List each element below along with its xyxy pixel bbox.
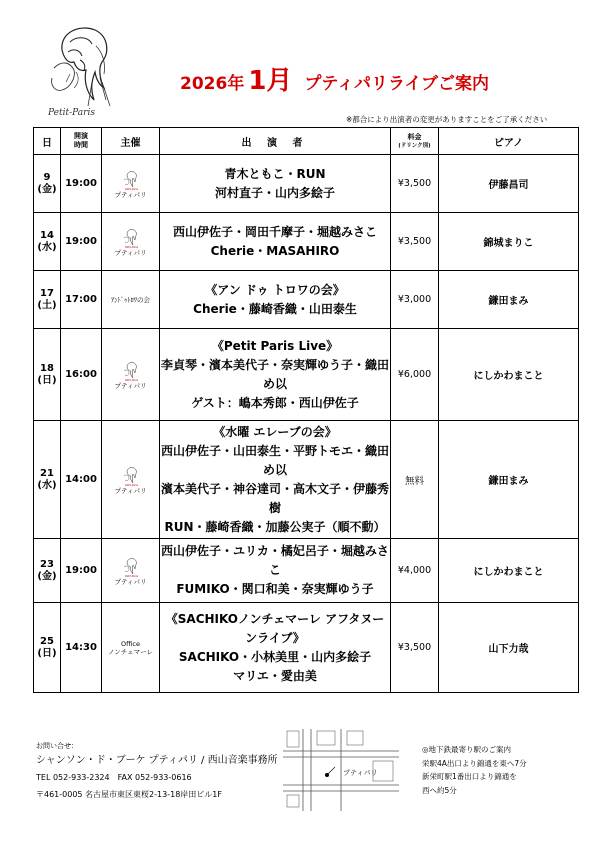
fee: ¥3,500 (391, 155, 439, 213)
performer-line: ゲスト：嶋本秀郎・西山伊佐子 (191, 395, 359, 410)
performer-line: RUN・藤崎香織・加藤公実子（順不動） (164, 519, 386, 534)
pianist: 鎌田まみ (439, 271, 579, 329)
organizer-logo-icon (102, 556, 159, 578)
date-number: 17 (40, 287, 54, 299)
fee: ¥3,500 (391, 603, 439, 693)
start-time: 19:00 (61, 539, 102, 603)
schedule-row (34, 155, 579, 213)
access-info (422, 743, 527, 797)
access-line-2: 新栄町駅1番出口より錦通を (422, 772, 517, 781)
schedule-row (34, 603, 579, 693)
date-cell (34, 421, 61, 539)
weekday: (金) (37, 570, 57, 582)
pianist: 錦城まりこ (439, 213, 579, 271)
inquiry-label: お問い合せ： (36, 742, 78, 750)
weekday: (日) (37, 374, 57, 386)
schedule-row (34, 213, 579, 271)
svg-text:Petit-Paris: Petit-Paris (124, 574, 138, 578)
performers-cell (160, 603, 391, 693)
performer-line: FUMIKO・関口和美・奈実輝ゆう子 (176, 582, 374, 596)
weekday: (土) (37, 299, 57, 311)
organizer-name: ｱﾝﾄﾞｩﾄﾛﾜの会 (111, 295, 150, 304)
svg-text:Petit-Paris: Petit-Paris (48, 108, 95, 118)
fee: ¥4,000 (391, 539, 439, 603)
organizer-name: Office (121, 639, 140, 648)
start-time: 19:00 (61, 213, 102, 271)
performers-cell (160, 329, 391, 421)
schedule-row (34, 421, 579, 539)
svg-text:Petit-Paris: Petit-Paris (124, 483, 138, 487)
performer-line: 濱本美代子・神谷達司・高木文子・伊藤秀樹 (160, 481, 389, 515)
page-title (180, 60, 510, 97)
date-number: 25 (40, 635, 54, 647)
organizer-logo-icon (102, 227, 159, 249)
pianist: にしかわまこと (439, 329, 579, 421)
fee: ¥3,500 (391, 213, 439, 271)
venue-map (283, 725, 399, 813)
weekday: (水) (37, 479, 57, 491)
date-number: 9 (43, 171, 51, 183)
pianist: 山下力哉 (439, 603, 579, 693)
performer-line: 西山伊佐子・岡田千摩子・堀越みさこ (172, 224, 377, 239)
fee: 無料 (391, 421, 439, 539)
schedule-row (34, 271, 579, 329)
performer-line: Cherie・MASAHIRO (210, 243, 340, 258)
col-organizer: 主催 (102, 128, 160, 155)
performer-line: 《水曜 エレーブの会》 (213, 424, 337, 439)
venue-name: シャンソン・ド・ブーケ プティパリ / 西山音楽事務所 (36, 755, 278, 766)
start-time: 14:00 (61, 421, 102, 539)
svg-text:Petit-Paris: Petit-Paris (124, 187, 138, 191)
address: 〒461-0005 名古屋市東区東桜2-13-18岸田ビル1F (36, 790, 222, 799)
organizer-cell (102, 271, 160, 329)
col-day: 日 (34, 128, 61, 155)
col-time: 開演 時間 (61, 128, 102, 155)
performer-line: 西山伊佐子・山田泰生・平野トモエ・織田め以 (160, 443, 389, 477)
date-cell (34, 213, 61, 271)
svg-text:Petit-Paris: Petit-Paris (124, 245, 138, 249)
organizer-name: プティパリ (114, 381, 147, 390)
performer-line: 《SACHIKOノンチェマーレ アフタヌーンライブ》 (165, 611, 385, 645)
svg-text:プティパリ: プティパリ (343, 769, 378, 777)
organizer-name: プティパリ (114, 248, 147, 257)
performer-line: 《Petit Paris Live》 (211, 338, 339, 353)
performers-cell (160, 421, 391, 539)
access-line-3: 西へ約5分 (422, 785, 457, 795)
performer-line: SACHIKO・小林美里・山内多絵子 (178, 649, 372, 664)
col-piano: ピアノ (439, 128, 579, 155)
performer-line: 青木ともこ・RUN (224, 166, 326, 181)
date-number: 14 (40, 229, 54, 241)
start-time: 17:00 (61, 271, 102, 329)
date-cell (34, 271, 61, 329)
fee: ¥3,000 (391, 271, 439, 329)
schedule-table (33, 127, 579, 693)
organizer-logo-icon (102, 360, 159, 382)
pianist: にしかわまこと (439, 539, 579, 603)
organizer-cell (102, 421, 160, 539)
col-performers: 出 演 者 (160, 128, 391, 155)
start-time: 16:00 (61, 329, 102, 421)
start-time: 19:00 (61, 155, 102, 213)
weekday: (金) (37, 183, 57, 195)
pianist: 伊藤昌司 (439, 155, 579, 213)
performer-line: マリエ・愛由美 (233, 668, 317, 683)
performer-line: 《アン ドゥ トロワの会》 (205, 282, 345, 297)
date-cell (34, 539, 61, 603)
contact-info (36, 740, 278, 803)
schedule-row (34, 539, 579, 603)
performer-line: Cherie・藤崎香織・山田泰生 (193, 301, 357, 316)
organizer-name: プティパリ (114, 577, 147, 586)
date-number: 18 (40, 362, 54, 374)
fee: ¥6,000 (391, 329, 439, 421)
organizer-cell (102, 155, 160, 213)
petit-paris-logo (40, 22, 120, 120)
organizer-cell (102, 603, 160, 693)
phone-fax: TEL 052-933-2324 FAX 052-933-0616 (36, 773, 192, 782)
pianist: 鎌田まみ (439, 421, 579, 539)
organizer-name-2: ノンチェマーレ (108, 647, 153, 656)
title-text: プティパリライブご案内 (304, 74, 490, 94)
change-notice: ※都合により出演者の変更がありますことをご了承ください (346, 115, 548, 124)
title-month: 1月 (248, 66, 293, 96)
schedule-row (34, 329, 579, 421)
title-year: 2026年 (180, 74, 245, 94)
start-time: 14:30 (61, 603, 102, 693)
organizer-name: プティパリ (114, 486, 147, 495)
col-fee: 料金 (ドリンク別) (391, 128, 439, 155)
organizer-name: プティパリ (114, 190, 147, 199)
organizer-cell (102, 213, 160, 271)
performers-cell (160, 155, 391, 213)
date-number: 23 (40, 558, 54, 570)
access-line-1: 栄駅4A出口より錦通を東へ7分 (422, 758, 527, 768)
date-number: 21 (40, 467, 54, 479)
performer-line: 西山伊佐子・ユリカ・橘妃呂子・堀越みさこ (161, 544, 389, 577)
weekday: (日) (37, 647, 57, 659)
organizer-cell (102, 539, 160, 603)
date-cell (34, 603, 61, 693)
performers-cell (160, 271, 391, 329)
organizer-logo-icon (102, 169, 159, 191)
date-cell (34, 155, 61, 213)
weekday: (水) (37, 241, 57, 253)
organizer-logo-icon (102, 465, 159, 487)
date-cell (34, 329, 61, 421)
performers-cell (160, 539, 391, 603)
performer-line: 河村直子・山内多絵子 (214, 185, 335, 200)
svg-text:Petit-Paris: Petit-Paris (124, 378, 138, 382)
table-header-row (34, 128, 579, 155)
performer-line: 李貞琴・濱本美代子・奈実輝ゆう子・織田め以 (160, 357, 389, 391)
access-heading: ◎地下鉄最寄り駅のご案内 (422, 745, 512, 754)
organizer-cell (102, 329, 160, 421)
performers-cell (160, 213, 391, 271)
